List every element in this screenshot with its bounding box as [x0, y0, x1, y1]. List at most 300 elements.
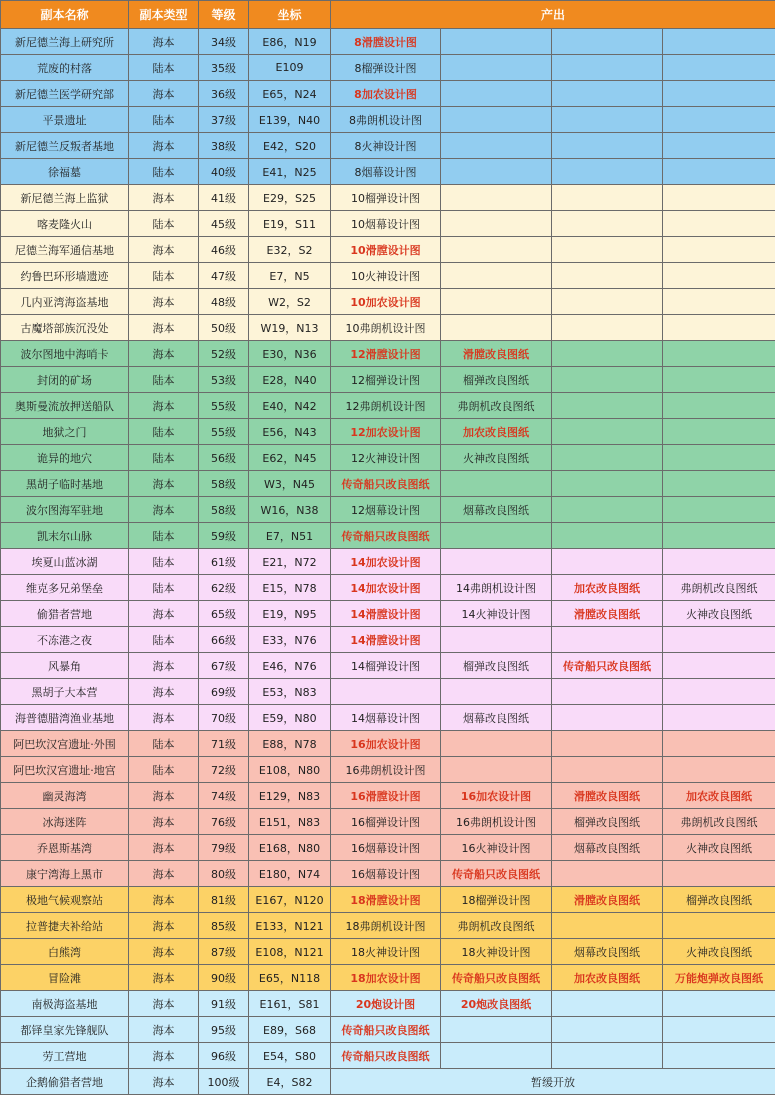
table-row	[1, 237, 775, 263]
output-4	[663, 263, 775, 289]
dungeon-name: 凯末尔山脉	[1, 523, 129, 549]
dungeon-type: 海本	[129, 809, 199, 835]
table-row	[1, 887, 775, 913]
output-2	[441, 263, 552, 289]
output-1: 18弗朗机设计图	[331, 913, 441, 939]
dungeon-coords: E180，N74	[249, 861, 331, 887]
output-2: 烟幕改良图纸	[441, 705, 552, 731]
output-2	[441, 107, 552, 133]
dungeon-coords: E59，N80	[249, 705, 331, 731]
output-1: 16滑膛设计图	[331, 783, 441, 809]
dungeon-coords: E54，S80	[249, 1043, 331, 1069]
dungeon-level: 80级	[199, 861, 249, 887]
output-3: 传奇船只改良图纸	[552, 653, 663, 679]
output-4: 弗朗机改良图纸	[663, 809, 775, 835]
dungeon-name: 南极海盗基地	[1, 991, 129, 1017]
dungeon-type: 海本	[129, 835, 199, 861]
output-4	[663, 81, 775, 107]
output-3	[552, 731, 663, 757]
output-4	[663, 497, 775, 523]
dungeon-coords: E151，N83	[249, 809, 331, 835]
table-row	[1, 601, 775, 627]
dungeon-type: 陆本	[129, 263, 199, 289]
output-2	[441, 185, 552, 211]
output-1: 8弗朗机设计图	[331, 107, 441, 133]
output-4: 火神改良图纸	[663, 835, 775, 861]
output-4	[663, 445, 775, 471]
dungeon-type: 海本	[129, 289, 199, 315]
output-3	[552, 159, 663, 185]
dungeon-type: 海本	[129, 471, 199, 497]
output-3: 烟幕改良图纸	[552, 835, 663, 861]
dungeon-level: 79级	[199, 835, 249, 861]
output-4: 弗朗机改良图纸	[663, 575, 775, 601]
dungeon-type: 海本	[129, 341, 199, 367]
output-3: 滑膛改良图纸	[552, 601, 663, 627]
output-4	[663, 627, 775, 653]
table-row	[1, 419, 775, 445]
output-2	[441, 133, 552, 159]
output-2: 14火神设计图	[441, 601, 552, 627]
dungeon-level: 66级	[199, 627, 249, 653]
output-1: 10榴弹设计图	[331, 185, 441, 211]
dungeon-name: 冒险滩	[1, 965, 129, 991]
output-4	[663, 861, 775, 887]
output-1: 8烟幕设计图	[331, 159, 441, 185]
output-4	[663, 315, 775, 341]
output-1: 12烟幕设计图	[331, 497, 441, 523]
output-2	[441, 731, 552, 757]
output-4	[663, 523, 775, 549]
dungeon-level: 76级	[199, 809, 249, 835]
dungeon-type: 海本	[129, 81, 199, 107]
dungeon-level: 40级	[199, 159, 249, 185]
output-1: 14加农设计图	[331, 549, 441, 575]
output-3: 烟幕改良图纸	[552, 939, 663, 965]
output-note: 暂缓开放	[331, 1069, 775, 1095]
dungeon-coords: E89，S68	[249, 1017, 331, 1043]
dungeon-type: 海本	[129, 965, 199, 991]
dungeon-type: 陆本	[129, 107, 199, 133]
output-4	[663, 471, 775, 497]
output-3	[552, 861, 663, 887]
dungeon-name: 维克多兄弟堡垒	[1, 575, 129, 601]
table-row	[1, 367, 775, 393]
dungeon-level: 65级	[199, 601, 249, 627]
output-2	[441, 237, 552, 263]
output-1: 20炮设计图	[331, 991, 441, 1017]
dungeon-name: 几内亚湾海盗基地	[1, 289, 129, 315]
output-4	[663, 29, 775, 55]
dungeon-level: 35级	[199, 55, 249, 81]
dungeon-coords: E28，N40	[249, 367, 331, 393]
dungeon-name: 黑胡子临时基地	[1, 471, 129, 497]
output-2: 加农改良图纸	[441, 419, 552, 445]
dungeon-name: 乔恩斯基湾	[1, 835, 129, 861]
dungeon-level: 50级	[199, 315, 249, 341]
dungeon-level: 55级	[199, 419, 249, 445]
dungeon-name: 企鹅偷猎者营地	[1, 1069, 129, 1095]
output-2	[441, 315, 552, 341]
dungeon-level: 81级	[199, 887, 249, 913]
output-3	[552, 1017, 663, 1043]
output-3	[552, 549, 663, 575]
output-1: 16烟幕设计图	[331, 861, 441, 887]
dungeon-level: 58级	[199, 471, 249, 497]
dungeon-name: 封闭的矿场	[1, 367, 129, 393]
table-row	[1, 81, 775, 107]
dungeon-coords: E42，S20	[249, 133, 331, 159]
output-1: 10滑膛设计图	[331, 237, 441, 263]
table-row	[1, 159, 775, 185]
output-1: 14滑膛设计图	[331, 601, 441, 627]
output-4	[663, 289, 775, 315]
output-2: 滑膛改良图纸	[441, 341, 552, 367]
dungeon-type: 陆本	[129, 575, 199, 601]
output-2: 传奇船只改良图纸	[441, 965, 552, 991]
dungeon-level: 61级	[199, 549, 249, 575]
dungeon-type: 陆本	[129, 731, 199, 757]
dungeon-name: 极地气候观察站	[1, 887, 129, 913]
output-2: 榴弹改良图纸	[441, 367, 552, 393]
dungeon-coords: E88，N78	[249, 731, 331, 757]
output-3	[552, 419, 663, 445]
dungeon-name: 喀麦隆火山	[1, 211, 129, 237]
output-3	[552, 757, 663, 783]
dungeon-coords: E30，N36	[249, 341, 331, 367]
output-2	[441, 289, 552, 315]
dungeon-name: 冰海迷阵	[1, 809, 129, 835]
output-1: 16加农设计图	[331, 731, 441, 757]
dungeon-coords: E161，S81	[249, 991, 331, 1017]
output-3	[552, 29, 663, 55]
dungeon-coords: E168，N80	[249, 835, 331, 861]
output-3	[552, 991, 663, 1017]
dungeon-type: 海本	[129, 913, 199, 939]
dungeon-type: 陆本	[129, 523, 199, 549]
output-4	[663, 913, 775, 939]
output-1: 14加农设计图	[331, 575, 441, 601]
output-3	[552, 185, 663, 211]
output-2	[441, 471, 552, 497]
dungeon-coords: E41，N25	[249, 159, 331, 185]
table-row	[1, 185, 775, 211]
dungeon-coords: W3，N45	[249, 471, 331, 497]
output-1	[331, 679, 441, 705]
table-row	[1, 549, 775, 575]
table-row	[1, 471, 775, 497]
output-3	[552, 81, 663, 107]
output-2	[441, 29, 552, 55]
dungeon-type: 海本	[129, 861, 199, 887]
dungeon-coords: E32，S2	[249, 237, 331, 263]
output-2: 16弗朗机设计图	[441, 809, 552, 835]
dungeon-level: 59级	[199, 523, 249, 549]
dungeon-level: 74级	[199, 783, 249, 809]
output-2	[441, 55, 552, 81]
output-4	[663, 133, 775, 159]
output-3	[552, 263, 663, 289]
output-2: 18榴弹设计图	[441, 887, 552, 913]
dungeon-name: 海普德腊湾渔业基地	[1, 705, 129, 731]
output-4	[663, 653, 775, 679]
dungeon-level: 87级	[199, 939, 249, 965]
output-3	[552, 497, 663, 523]
output-2: 16加农设计图	[441, 783, 552, 809]
dungeon-coords: W16，N38	[249, 497, 331, 523]
output-4	[663, 1043, 775, 1069]
output-3: 加农改良图纸	[552, 965, 663, 991]
dungeon-name: 不冻港之夜	[1, 627, 129, 653]
dungeon-type: 陆本	[129, 627, 199, 653]
dungeon-level: 72级	[199, 757, 249, 783]
dungeon-type: 海本	[129, 601, 199, 627]
output-1: 传奇船只改良图纸	[331, 471, 441, 497]
header-output: 产出	[331, 1, 775, 29]
output-1: 12弗朗机设计图	[331, 393, 441, 419]
dungeon-level: 53级	[199, 367, 249, 393]
dungeon-coords: E7，N51	[249, 523, 331, 549]
dungeon-type: 海本	[129, 653, 199, 679]
output-2	[441, 627, 552, 653]
table-row	[1, 861, 775, 887]
output-4	[663, 991, 775, 1017]
output-2: 榴弹改良图纸	[441, 653, 552, 679]
dungeon-name: 白熊湾	[1, 939, 129, 965]
output-2: 火神改良图纸	[441, 445, 552, 471]
dungeon-name: 波尔图海军驻地	[1, 497, 129, 523]
table-row	[1, 965, 775, 991]
output-4	[663, 367, 775, 393]
header-type: 副本类型	[129, 1, 199, 29]
output-3	[552, 367, 663, 393]
dungeon-name: 新尼德兰医学研究部	[1, 81, 129, 107]
dungeon-type: 海本	[129, 705, 199, 731]
header-coords: 坐标	[249, 1, 331, 29]
dungeon-name: 地狱之门	[1, 419, 129, 445]
dungeon-type: 海本	[129, 393, 199, 419]
output-1: 14烟幕设计图	[331, 705, 441, 731]
dungeon-name: 平景遗址	[1, 107, 129, 133]
dungeon-level: 71级	[199, 731, 249, 757]
output-3	[552, 237, 663, 263]
output-2	[441, 211, 552, 237]
output-2	[441, 159, 552, 185]
dungeon-name: 拉普捷夫补给站	[1, 913, 129, 939]
output-2: 20炮改良图纸	[441, 991, 552, 1017]
table-row	[1, 705, 775, 731]
dungeon-coords: E167，N120	[249, 887, 331, 913]
output-3	[552, 445, 663, 471]
dungeon-name: 都铎皇家先锋舰队	[1, 1017, 129, 1043]
dungeon-name: 劳工营地	[1, 1043, 129, 1069]
dungeon-coords: E65，N118	[249, 965, 331, 991]
output-2	[441, 1017, 552, 1043]
output-3	[552, 627, 663, 653]
output-1: 16榴弹设计图	[331, 809, 441, 835]
dungeon-coords: E86，N19	[249, 29, 331, 55]
output-1: 8火神设计图	[331, 133, 441, 159]
output-4	[663, 1017, 775, 1043]
dungeon-type: 陆本	[129, 211, 199, 237]
output-1: 12滑膛设计图	[331, 341, 441, 367]
output-4: 加农改良图纸	[663, 783, 775, 809]
output-2	[441, 1043, 552, 1069]
output-2: 传奇船只改良图纸	[441, 861, 552, 887]
dungeon-coords: E139，N40	[249, 107, 331, 133]
dungeon-coords: E19，N95	[249, 601, 331, 627]
dungeon-type: 海本	[129, 1017, 199, 1043]
dungeon-level: 91级	[199, 991, 249, 1017]
output-3	[552, 1043, 663, 1069]
dungeon-level: 52级	[199, 341, 249, 367]
dungeon-type: 海本	[129, 887, 199, 913]
dungeon-name: 奥斯曼流放押送船队	[1, 393, 129, 419]
dungeon-coords: E108，N121	[249, 939, 331, 965]
dungeon-coords: E129，N83	[249, 783, 331, 809]
output-2	[441, 81, 552, 107]
output-4	[663, 549, 775, 575]
dungeon-coords: E46，N76	[249, 653, 331, 679]
output-3: 榴弹改良图纸	[552, 809, 663, 835]
output-2	[441, 549, 552, 575]
output-4	[663, 419, 775, 445]
output-4	[663, 393, 775, 419]
output-3	[552, 679, 663, 705]
output-1: 8加农设计图	[331, 81, 441, 107]
table-row	[1, 913, 775, 939]
dungeon-type: 陆本	[129, 549, 199, 575]
output-1: 传奇船只改良图纸	[331, 1043, 441, 1069]
dungeon-type: 陆本	[129, 159, 199, 185]
table-row	[1, 835, 775, 861]
dungeon-level: 45级	[199, 211, 249, 237]
output-3	[552, 523, 663, 549]
dungeon-coords: E40，N42	[249, 393, 331, 419]
dungeon-level: 37级	[199, 107, 249, 133]
dungeon-level: 95级	[199, 1017, 249, 1043]
dungeon-type: 海本	[129, 939, 199, 965]
dungeon-coords: E109	[249, 55, 331, 81]
output-4: 火神改良图纸	[663, 939, 775, 965]
header-level: 等级	[199, 1, 249, 29]
output-3	[552, 393, 663, 419]
dungeon-type: 陆本	[129, 757, 199, 783]
output-1: 14滑膛设计图	[331, 627, 441, 653]
dungeon-level: 47级	[199, 263, 249, 289]
dungeon-coords: E21，N72	[249, 549, 331, 575]
output-2: 14弗朗机设计图	[441, 575, 552, 601]
dungeon-level: 96级	[199, 1043, 249, 1069]
table-row	[1, 107, 775, 133]
output-3	[552, 133, 663, 159]
dungeon-level: 85级	[199, 913, 249, 939]
output-1: 12火神设计图	[331, 445, 441, 471]
table-row	[1, 55, 775, 81]
output-1: 18火神设计图	[331, 939, 441, 965]
dungeon-level: 46级	[199, 237, 249, 263]
dungeon-coords: E19，S11	[249, 211, 331, 237]
output-1: 10烟幕设计图	[331, 211, 441, 237]
dungeon-coords: E4，S82	[249, 1069, 331, 1095]
dungeon-type: 海本	[129, 497, 199, 523]
output-4	[663, 731, 775, 757]
table-row	[1, 1017, 775, 1043]
output-1: 传奇船只改良图纸	[331, 523, 441, 549]
table-row	[1, 393, 775, 419]
dungeon-coords: E56，N43	[249, 419, 331, 445]
output-4	[663, 159, 775, 185]
table-row	[1, 809, 775, 835]
output-1: 10加农设计图	[331, 289, 441, 315]
dungeon-name: 诡异的地穴	[1, 445, 129, 471]
dungeon-name: 新尼德兰海上研究所	[1, 29, 129, 55]
output-1: 传奇船只改良图纸	[331, 1017, 441, 1043]
dungeon-level: 48级	[199, 289, 249, 315]
dungeon-name: 幽灵海湾	[1, 783, 129, 809]
output-1: 12榴弹设计图	[331, 367, 441, 393]
dungeon-name: 古魔塔部族沉没处	[1, 315, 129, 341]
table-row	[1, 211, 775, 237]
dungeon-name: 康宁湾海上黑市	[1, 861, 129, 887]
table-row	[1, 29, 775, 55]
dungeon-level: 38级	[199, 133, 249, 159]
table-row	[1, 523, 775, 549]
dungeon-type: 陆本	[129, 419, 199, 445]
output-2	[441, 757, 552, 783]
dungeon-name: 黑胡子大本营	[1, 679, 129, 705]
table-row	[1, 939, 775, 965]
dungeon-coords: E15，N78	[249, 575, 331, 601]
dungeon-level: 55级	[199, 393, 249, 419]
table-row	[1, 341, 775, 367]
output-3	[552, 107, 663, 133]
dungeon-type: 海本	[129, 185, 199, 211]
dungeon-name: 波尔图地中海哨卡	[1, 341, 129, 367]
dungeon-type: 海本	[129, 133, 199, 159]
table-row	[1, 757, 775, 783]
dungeon-level: 62级	[199, 575, 249, 601]
output-4	[663, 55, 775, 81]
output-3	[552, 55, 663, 81]
dungeon-coords: E65，N24	[249, 81, 331, 107]
table-row	[1, 627, 775, 653]
dungeon-name: 阿巴坎汉宫遗址·地宫	[1, 757, 129, 783]
dungeon-level: 70级	[199, 705, 249, 731]
dungeon-name: 偷猎者营地	[1, 601, 129, 627]
dungeon-type: 陆本	[129, 55, 199, 81]
dungeon-name: 阿巴坎汉宫遗址·外围	[1, 731, 129, 757]
dungeon-name: 风暴角	[1, 653, 129, 679]
dungeon-coords: E53，N83	[249, 679, 331, 705]
output-4: 万能炮弹改良图纸	[663, 965, 775, 991]
output-1: 18加农设计图	[331, 965, 441, 991]
dungeon-coords: E29，S25	[249, 185, 331, 211]
output-2: 弗朗机改良图纸	[441, 913, 552, 939]
dungeon-type: 海本	[129, 315, 199, 341]
table-row	[1, 289, 775, 315]
table-row	[1, 731, 775, 757]
output-4	[663, 757, 775, 783]
output-4	[663, 237, 775, 263]
table-row	[1, 575, 775, 601]
dungeon-name: 约鲁巴环形墙遗迹	[1, 263, 129, 289]
dungeon-type: 海本	[129, 783, 199, 809]
dungeon-name: 埃夏山蓝冰湖	[1, 549, 129, 575]
dungeon-level: 90级	[199, 965, 249, 991]
dungeon-coords: E62，N45	[249, 445, 331, 471]
dungeon-type: 陆本	[129, 367, 199, 393]
